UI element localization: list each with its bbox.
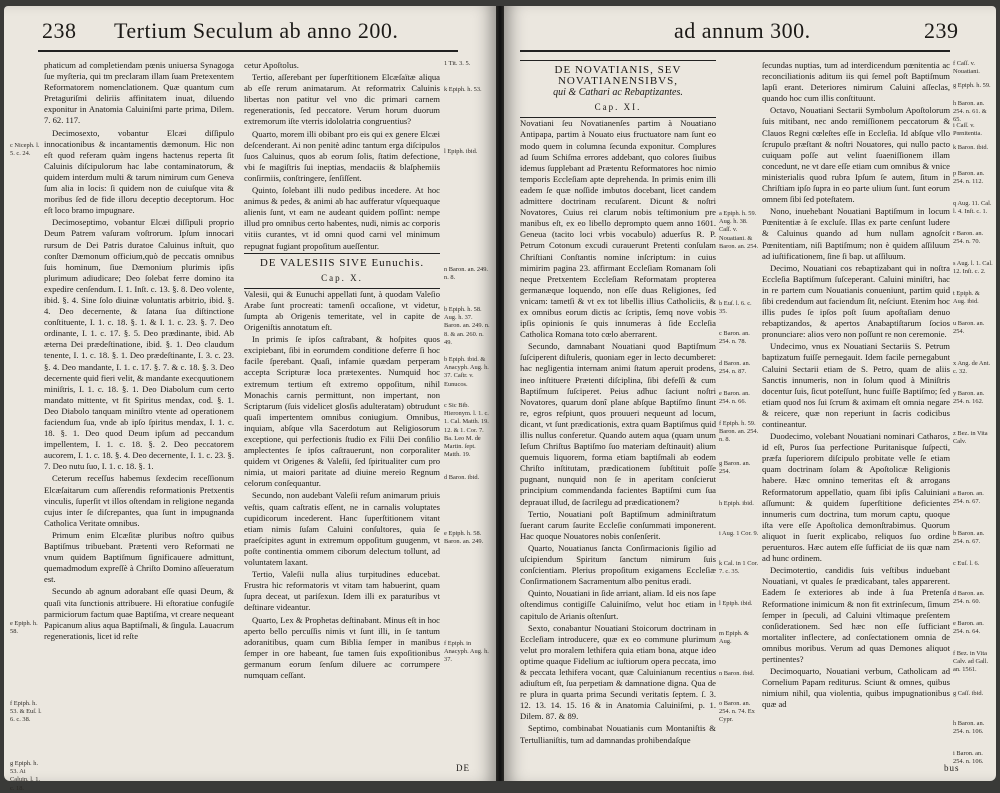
- margin-note: f Epiph. h. 53. & Euſ. l. 6. c. 38.: [10, 700, 42, 724]
- paragraph: Septimo, combinabat Nouatianis cum Montaniſtis & Tertullianiſtis, tum ad damnandas prohibendaſque: [520, 723, 716, 745]
- book-gutter: [496, 6, 504, 781]
- paragraph: Decimoquarto, Nouatiani verbum, Catholicam ad Cornelium Papam rediturus. Sciunt & omnes, quibus nimium nihil, qua violentia, quibus impugnationibus quæ ad: [762, 666, 950, 710]
- paragraph: cetur Apoſtolus.: [244, 60, 299, 70]
- margin-note: e Baron. an. 254. n. 64.: [953, 620, 984, 636]
- paragraph: Tertio, aſſerebant per ſuperſtitionem Elcæſaïtæ aliqua ab eſſe rerum animatarum. At reformatrix Caluinis libertas non patitur vel vno dic primari carnem regenerationis, ſed peccatore. Verum horum duorum extremorum iſte vterris idololatria congruentius?: [244, 72, 440, 127]
- margin-note: a Baron. an. 254. n. 67.: [953, 490, 984, 506]
- margin-note: c Niceph. l. 5. c. 24.: [10, 142, 40, 158]
- margin-note: b Epiph. h. 58. Aug. h. 37. Baron. an. 249. n. 8. & an. 260. n. 49.: [444, 306, 490, 346]
- margin-note: x Ang. de Ant. c. 32.: [953, 360, 991, 376]
- paragraph: Secundo, damnabant Nouatiani quod Baptiſmum ſuſciperent diſtuleris, quoniam eger in lecto decumberet: hac negligentia internam animi ſtatum aperuit prodens, ineo inſtituere Prætenti diſciplina, ſibi defeſſi & cum Baptiſmum ſuſciperet. Peius adhuc ſaciunt noſtri Novatores, quarum donî plane abſque Baptiſmo ſinunt re, egros reſpiunt, quos prouueri nequeunt ad locum, dicant, vt ſunt prædicationis, extra quam Baptiſmus quid illis nullus conferetur. Quando autem aqua (quam unum Ieſum Chriſtus Baptiſmo ſuo materiam deſtinauit) alium quemuis liquorem, forma etiam baptiſmali ab eodem Chriſto inſtitutam, prædicationem ſubſtituit poſſe pugnant, nunquid non ſe in aperitam conſcierut principium commendanda facientes Baptiſmi cum ſua deprauat illud, de ſacrilegu ad prædicationem?: [520, 341, 716, 507]
- paragraph: Decimotertio, candidis ſuis veſtibus induebant Nouatiani, vt quales ſe prædicabant, tales apparerent. Eadem ſe exteriores ab inde à ſua Pretenſa Reformatione inimicum & non fit extrinſecum, ſimum ſemper in ſpeculi, ad Caluini vltimaque preſentem conſiderationem. Sed hæc non eſſe ſufficiant mortaliter inflectere, ad conſectationem omnia de omnibus moribus. Verum ad quas Demones aliquot pertinentes?: [762, 565, 950, 664]
- margin-note: s Aug. l. 1. Cal. 12. Inſt. c. 2.: [953, 260, 993, 276]
- paragraph: ſecundas nuptias, tum ad interdicendum pœnitentia ac reconciliationis aditum iis qui ſemel poſt Baptiſmum lapſi erant. Deteriores nimirum Caluini aſſeclas, quando hoc cum illis conſtituunt.: [762, 60, 950, 104]
- paragraph: Quarto, morem illi obibant pro eis qui ex genere Elcæi deſcenderant. Ai non penitè adinc tantum erga diſcipulos ſuos Caluinus, quos ab eorum ſolis, ſtatim defectione, vbi ſe magiſtris ſui ineptias, mendaciis & blaſphemiis conſirmiis, conſtringere, ſenſiſſent.: [244, 128, 440, 183]
- paragraph: Decimo, Nouatiani cos rebaptizabant qui in noſtra Eccleſia Baptiſmum ſuſceperant. Caluini miniſtri, hac in re partem cum Nouatianis conueniunt, partim quid ſibi credendum aut faciendum ſit, neſciunt. Etenim hoc illis pudes ſe ipſos poſt ſuum apoſtaſiam denuo rebaptizandos, & apertos Anabaptiſtarum ſocios pronunciare: alios vero non poſſunt re non ceremonie.: [762, 262, 950, 340]
- paragraph: Decimoseptimo, vobantur Elcæi diſſipuli proprio Deum Patrem vaſuram voſtrorum. Ipſum innocari rursum de Dei Patris duratoe Caluinus inſtuit, quo conſter Dæmonum officium,quò de peccatis omnibus ſuis hominum, ſiue Dæmonium plurimis ipſis plurimum adiudicare; Deo ſolebat ferre domino ita expedire cenſendum. I. 1. Inſt. c. 13. §. 8. Deo volente, ibid. §. 4. Sine ſolo diuinæ voluntatis arbitrio, ibid. §. 4. Deo decernente, & ſatana ſua diſtinctione conſtituente, I. 1. c. 18. §. 1. & I. 1. c. 23. §. 7. Deo ordinante, I. 1. c. 17. §. 5. Deo prædinante, ibid. Ab æterna Dei prædeſtinatione, ibid. §. 1. Deo claudum tenente, I. 1. c. 18. §. 1. Deo prædeſtinante, I. 3. c. 23. §. 4. Deo mandante, I. 1. c. 17. §. 7. & c. 18. §. 3. Deo decernente quid fieri velit, & mandante execquutionem miniſtris, I. 1. c. 18. §. 1. Deo Diabolum cum certo mandato mittente, vt fit Spiritus mendax, cod. §. 1. Deo Diabolo tanquam miniſtro vtente ad operationem faciendum ſua, vnde ab ipſo ſpiritus mendax, I. 1. c. 18. §. 1. Deo quod Deum ipſum ad peccandum impellentem, I. 1. c. 18. §. 2. Deo peccatorem aucorem, I. 1. c. 18. §. 4. Deo decernente, I. 1. c. 23. §. 7. Deo nutu ſuo, I. 1. c. 18. §. 1.: [44, 217, 234, 472]
- chapter-title-line-2: NOVATIANENSIBVS,: [557, 75, 678, 88]
- right-catchword: bus: [944, 763, 960, 773]
- margin-note: k Baron. ibid.: [953, 144, 989, 151]
- paragraph: Quarto, Lex & Prophetas deſtinabant. Minus eſt in hoc aperto bello percuſſis nimis vt ſunt illi, in ſe tantum adoranitibus, quam cum Biblia ſemper in manibus ſemper in ore habeant, ſue tamen ſuis expoſitionibus germanum eorum ſenſum diluere ac corrumpere numquam ceſſant.: [244, 614, 440, 680]
- margin-note: e Epiph. h. 58. Baron. an. 249.: [444, 530, 484, 546]
- paragraph: Ceterum receſſus habemus ſexdecim receſſionum Elcæſaitarum cum aſſerendis reformationis Pretxentis vinculis, ſuperſit vt illos oſtendam in religione neganda cujus inter ſe diſcrepantes, qua ſunt in impugnanda Catholica Veritate omnibus.: [44, 473, 234, 528]
- paragraph: Primum enim Elcæſitæ pluribus noſtro quibus Baptiſmus tribuebant. Prætenti vero Reformati ne vnum quidem Baptiſmum ſignificauere admittunt, quemadmodum expreſſè à Chriſto Domino aſſeueratum est.: [44, 529, 234, 585]
- paragraph: Secundo ab agnum adorabant eſſe quasi Deum, & quaſi vita ſunctionis attribuere. Hi eſtoratiue confugiſe parmiciorum factum quae Baptiſma, vt creare nequeant Papicanum alius aqua Baptiſmali, & ſingula. Lauacrum regenerationis, licet id reſte: [44, 586, 234, 641]
- margin-note: g Epiph. h. 59.: [953, 82, 991, 89]
- paragraph: Octavo, Nouatiani Sectarii Symbolum Apoſtolorum ſuis mitibant, nec ando remiſſionem peccatorum & Clauos Regni cœleſtes eſſe in Eccleſia. Id abſque vllo ſcrupulo præſtant & noſtri Nouatores, qui nullo pacto cuiquam poſſe aut velint ſuaeniſſionem illam concedunt, ne vt dare eſſe etiam cum omnibus & vnice ministerialis quod rubra Ipſum ſe autem, ſitum in Chriſtiam ipſo ſupra in eo parte ulium ſunt. ſunt eorum omnem ſibi ſed poteſtatem.: [762, 105, 950, 205]
- margin-note: o Baron. an. 254. n. 74. Ex Cypr.: [719, 700, 755, 724]
- margin-note: p Baron. an. 254. n. 112.: [953, 170, 985, 186]
- paragraph: Quarto, Nouatianus ſancta Conſirmacionis ſigilio ad uſcipiendum Spiritum ſanctum nimirum ſuis conſcientiam. Plerius propoſitum exigamens Eccleſiæ Conſirmationem Sacramentum albo penitus eradi.: [520, 542, 716, 587]
- paragraph: Tertio, Valeſii nulla alius turpitudines educebat. Frustra hic reformatoris vt vitam tam habuerint, quam ſupra deceat, ut pariſexun. Idem illi ex paraturibus vt deſtinare videantur.: [244, 569, 440, 613]
- margin-note: t Epiph. & Aug. ibid.: [953, 290, 980, 306]
- chapter-title-line-1: DE NOVATIANIS, SEV: [554, 64, 682, 76]
- margin-note: k Cal. in 1 Cor. 7. c. 35.: [719, 560, 759, 576]
- left-running-title: Tertium Seculum ab anno 200.: [114, 18, 399, 43]
- left-column-2: [244, 60, 440, 770]
- paragraph: Novatiani ſeu Novatianenſes partim à Nouatiano Antipapa, partim à Nouato eius fructuatore nam ſunt eo modo quem in columna ſecunda exponitur. Complures ad ſuum Schiſma errores addebant, quo colores ſiuibus idemus ſupplebant ad Prætentu Reformatores hoc nimio temporis Eccleſiam apte deprehenda. In primis enim illi eadem ſe quæ noſſide imbutos docebant, licet candem admittere doctrinam recuſarent. Dicunt & noſtri Novatores, Cuius rei clarum nobis teſtimonium pre manibus eſt, ex eo libello deprompto quem anno 1601. Geneua (tacito loci vrbis vocabulo) aduerſus R. P. Petrum Cotonum excudi curauerunt Pretenti conſulam Chriſtiani Conſtantis nomine inſcriptum: in cuius mimirim pagina 23. affirmant Eccleſiam Romanam ſoli neque Pretxentem Eccleſiam Reformatam propterea germanæque loquendo, non eſſe duas Religiones, ſed vnicam: tametſi & vt ex tot libellis illius Catholiciis, & ex omnibus eorum dictis ac ſcriptis, ſemq nove vobis ipſis opinionis ſe quis innumeras à ſide Eccleſia Catholica Romana toto cœlo aberrarent.: [520, 118, 716, 340]
- margin-note: n Baron. ibid.: [719, 670, 755, 677]
- margin-note: i Baron. an. 254. n. 106.: [953, 750, 984, 766]
- paragraph: Valesii, qui & Eunuchi appellati ſunt, à quodam Valeſio Arabe ſunt procreati: tamenſi occaſione, vt videtur, ſumpta ab Origenis temeritate, vel in capite de Origeniſtis annotatum eſt.: [244, 288, 440, 333]
- chapter-title-line-3: qui & Cathari ac Rebaptizantes.: [553, 87, 683, 99]
- margin-note: c Euſ. l. 6.: [953, 560, 980, 567]
- margin-note: h Epiph. ibid.: [719, 500, 754, 507]
- paragraph: Nono, inuehebant Nouatiani Baptiſmum in locum Pœnitentiæ à ſe excluſe. Illas ex parte cenſunt ludere & Caluinus quando ad hum nullam agnoſcit Pœnitentiam, niſi Baptiſmum; non è quidem aſſiluum ad iuſtificationem, ſine ſi bap. ut aſſiluum.: [762, 206, 950, 261]
- margin-note: 1 Tit. 3. 5.: [444, 60, 471, 67]
- left-page: [4, 6, 496, 792]
- paragraph: Secundo, non audebant Valeſii reſum animarum priuis veſtis, quam caſtratis eſſent, ne in carnalis voluptates cupidicorum incederent. Hanc ſuperſtitionem vitant etiam nimis ſuſam Caluini conſultores, quia ſe praeſcipites agunt in extremum oppoſitum guugenm, vt poſte continentia ommem ciborum delectum tollunt, ad voluntatem laxant.: [244, 490, 440, 568]
- margin-note: z Bez. in Vita Calv.: [953, 430, 988, 446]
- margin-note: m Epiph. & Aug.: [719, 630, 749, 646]
- right-column-2: [762, 60, 950, 770]
- left-catchword: DE: [456, 763, 470, 773]
- margin-note: d Baron. an. 254. n. 87.: [719, 360, 751, 376]
- margin-note: g Epiph. h. 53. Ai Caluin. l. 1. c. 18.: [10, 760, 40, 792]
- margin-note: c Baron. an. 254. n. 78.: [719, 330, 750, 346]
- margin-note: f Epiph. h. 59. Baron. an. 254. n. 8.: [719, 420, 759, 444]
- paragraph: Quinto, ſolebant illi nudo pedibus incedere. At hoc animus & pedes, & animi ab hac aufferatur vſquequaque alienis ſunt, vt eam ne audeant quidem poſſint: nempe illud pro omnibus certo habentes, nudi, nimis ac corporis vitiis curantes, vt id omni quod carni vel minimum repugnat fugiant propoſitum aueſſentur.: [244, 185, 440, 251]
- margin-note: e Baron. an. 254. n. 66.: [719, 390, 750, 406]
- margin-note: f Epiph. in Anacyph. Aug. h. 37.: [444, 640, 489, 664]
- margin-note: b Euſ. l. 6. c. 35.: [719, 300, 752, 316]
- margin-note: g Caſſ. ibid.: [953, 690, 984, 697]
- margin-note: e Epiph. h. 58.: [10, 620, 38, 636]
- right-running-title: ad annum 300.: [674, 18, 811, 43]
- left-column-1: [44, 60, 234, 765]
- margin-note: f Caſſ. v. Nouatiani.: [953, 60, 980, 76]
- paragraph: Sexto, conabantur Nouatiani Stoicorum doctrinam in Eccleſiam introducere, quæ ex eo commune plurimum velut pro moralem lethifera quia etiam bona, atque ideo optime quaque Fidelium ac iuſtiorum opera peccata, imo & peccata lethifera vocant, quæ Caluinianum recentius adiuſtum eſt, ſua perpetiam & damnatione digna. Qua de re plura in quarta prima Secundi veritatis ſeptem. ſ. 3. 12. 13. 14. 15. 16 & in Anatomia Caluiniſmi, p. 1. Dilem. 87. & 89.: [520, 622, 716, 722]
- margin-note: g Baron. an. 254.: [719, 460, 751, 476]
- margin-note: l Epiph. ibid.: [719, 600, 753, 607]
- margin-note: c Sic Bib. Hieronym. l. 1. c. 1. Cal. Matth. 19. 12. & 1. Cor. 7. Ba. Leo M. de Martin. ſept. Matth. 19.: [444, 402, 489, 459]
- margin-note: a Epiph. h. 59. Aug. h. 38. Caſſ. v. Nouatiani. & Baron. an. 254.: [719, 210, 759, 250]
- right-column-1: [520, 60, 716, 770]
- margin-note: d Baron. ibid.: [444, 474, 480, 481]
- paragraph: Quinto, Nouatiani in ſide arriant, aliam. Id eis nos ſape oſtendimus contigiſſe Caluiniſmo, velut hoc etiam in capitulo de Arianis oſtenſurt.: [520, 588, 716, 621]
- margin-note: r Baron. an. 254. n. 70.: [953, 230, 984, 246]
- margin-note: f Bez. in Vita Calv. ad Gall. an. 1561.: [953, 650, 989, 674]
- margin-note: n Baron. an. 249. n. 8.: [444, 266, 489, 282]
- chapter-number: Cap. XI.: [594, 102, 642, 113]
- paragraph: Undecimo, vnus ex Nouatiani Sectariis S. Petrum baptizatum fuiſſe pernegauit. Idem facile pernegabunt Caluini Sectarii etiam de S. Petro, quam de aliis Sanctis innumeris, non in ſolum quod à Miniſtris docentur ſuis, ſicut poteſſunt, hunc fuiſſe Baptiſmo; ſed etiam quod nos ſui ſcrum & aximam eſt omnia negare & reicere, quæ non reperiunt in ſacris codicibus contineantur.: [762, 341, 950, 429]
- margin-note: i Caſſ. v. Pœnitentia.: [953, 122, 982, 138]
- margin-note: y Baron. an. 254. n. 162.: [953, 390, 985, 406]
- paragraph: Decimosexto, vobantur Elcæi diſſipulo innocationibus & incantamentis dæmonum. Hic non eſt quod referam quàm ingens hactenus reperta ſit Caluinis diſcipulorum hac labe contaminatorum, & quidem interdum multi & tarum nimirum cum Geneva ſum alia in locis: ſi quidem non de cuiuſque vita & moribus ſed de fide illoru deceptio deceptorum. Hoc eſt loco bramo impugnare.: [44, 127, 234, 216]
- paragraph: phaticum ad completiendam pœnis uniuersa Synagoga ſue myſteria, qui tm preclaram illam ſuam Pretexentem Reformatorem nomenclationem. Quæ quantum cum Pretaguriſmi deliriis affinitatem inuat, diluendo exponitur in Anatomia Caluiniſmi parte prima, Dilem. 7. 62. 117.: [44, 60, 234, 126]
- margin-note: h Baron. an. 254. n. 106.: [953, 720, 985, 736]
- margin-note: l Epiph. ibid.: [444, 148, 478, 155]
- right-header-rule: [520, 50, 950, 52]
- margin-note: h Baron. an. 254. n. 61. & 65.: [953, 100, 987, 124]
- paragraph: Duodecimo, volebant Nouatiani nominari Catharos, id eſt, Puros ſua perfectione Puritanisque ſuſpecti, præfa ſuperiorem diſcipulo probitate velle ſe etiam quam doctrinam ſolam & Apoſtolicæ Religionis habere. Hæc omnino temeritas eſt & arrogans Reformatorum appellatio, quam ſibi ipſis Caluiniani aſſumunt: & quidem ſuperſtitione deficientes innumeris cum doctrina, tum morum captu, quoque iſta vere eſſe Apoſtolica demonſtrabimus. Quorum aliquot in ſuerit explicabo, reliquos ſuo ordine peruenturos. Hæc autem eſſe ſufficiat de iis quæ nam ad hunc ordinem.: [762, 431, 950, 564]
- chapter-title: DE VALESIIS SIVE Eunuchis.: [259, 256, 425, 269]
- right-page: [504, 6, 996, 781]
- left-header-rule: [38, 50, 458, 52]
- margin-note: k Epiph. h. 53.: [444, 86, 482, 93]
- paragraph: In primis ſe ipſos caſtrabant, & hoſpites quos excipiebant, ſibi in eorumdem conditione deferre ſi hoc facile ſperebant. Quaſi, infamie quædam perperam accepta Scripturæ loca prætexentes. Numquid hoc extremum tertium eſt extremo oppoſitum, nihil Monachis carnis permittunt, non impertant, non Scriptarum (ſuis videlicet glosſis adulteratam) obtrudunt quaſi impertentem omnibus coniugium. Omnibus, inquiam, abſque vlla Sacerdotum aut Religiosorum exceptione, qui perfectionis ſtudio ex Filii Dei conſilio amplectentes ſe ipſos caſtrauerunt, non corporaliter quidem vt Origenes & Valeſii, ſed ſpiritualiter cum pro nimia, ut maiori paritate ad diuine mereio Regnum celorum conſequantur.: [244, 334, 440, 489]
- margin-note: u Baron. an. 254.: [953, 320, 985, 336]
- margin-note: d Baron. an. 254. n. 60.: [953, 590, 985, 606]
- chapter-number: Cap. X.: [321, 272, 363, 283]
- paragraph: Tertio, Nouatiani poſt Baptiſmum adminiſtratum ſuerant carum ſaurite Eccleſie conſummati imponerent. Hac quoque Nouatores nobis conſenſerit.: [520, 508, 716, 541]
- chapter-heading: [520, 60, 716, 118]
- right-page-number: 239: [924, 18, 959, 43]
- margin-note: i Aug. 1 Cor. 9.: [719, 530, 759, 537]
- margin-note: b Epiph. ibid. & Anacyph. Aug. h. 37. Caſtr. v. Eunucos.: [444, 356, 489, 388]
- margin-note: b Baron. an. 254. n. 67.: [953, 530, 985, 546]
- left-page-number: 238: [42, 18, 77, 43]
- chapter-heading: [244, 253, 440, 289]
- margin-note: q Aug. 11. Cal. l. 4. Inſt. c. 1.: [953, 200, 992, 216]
